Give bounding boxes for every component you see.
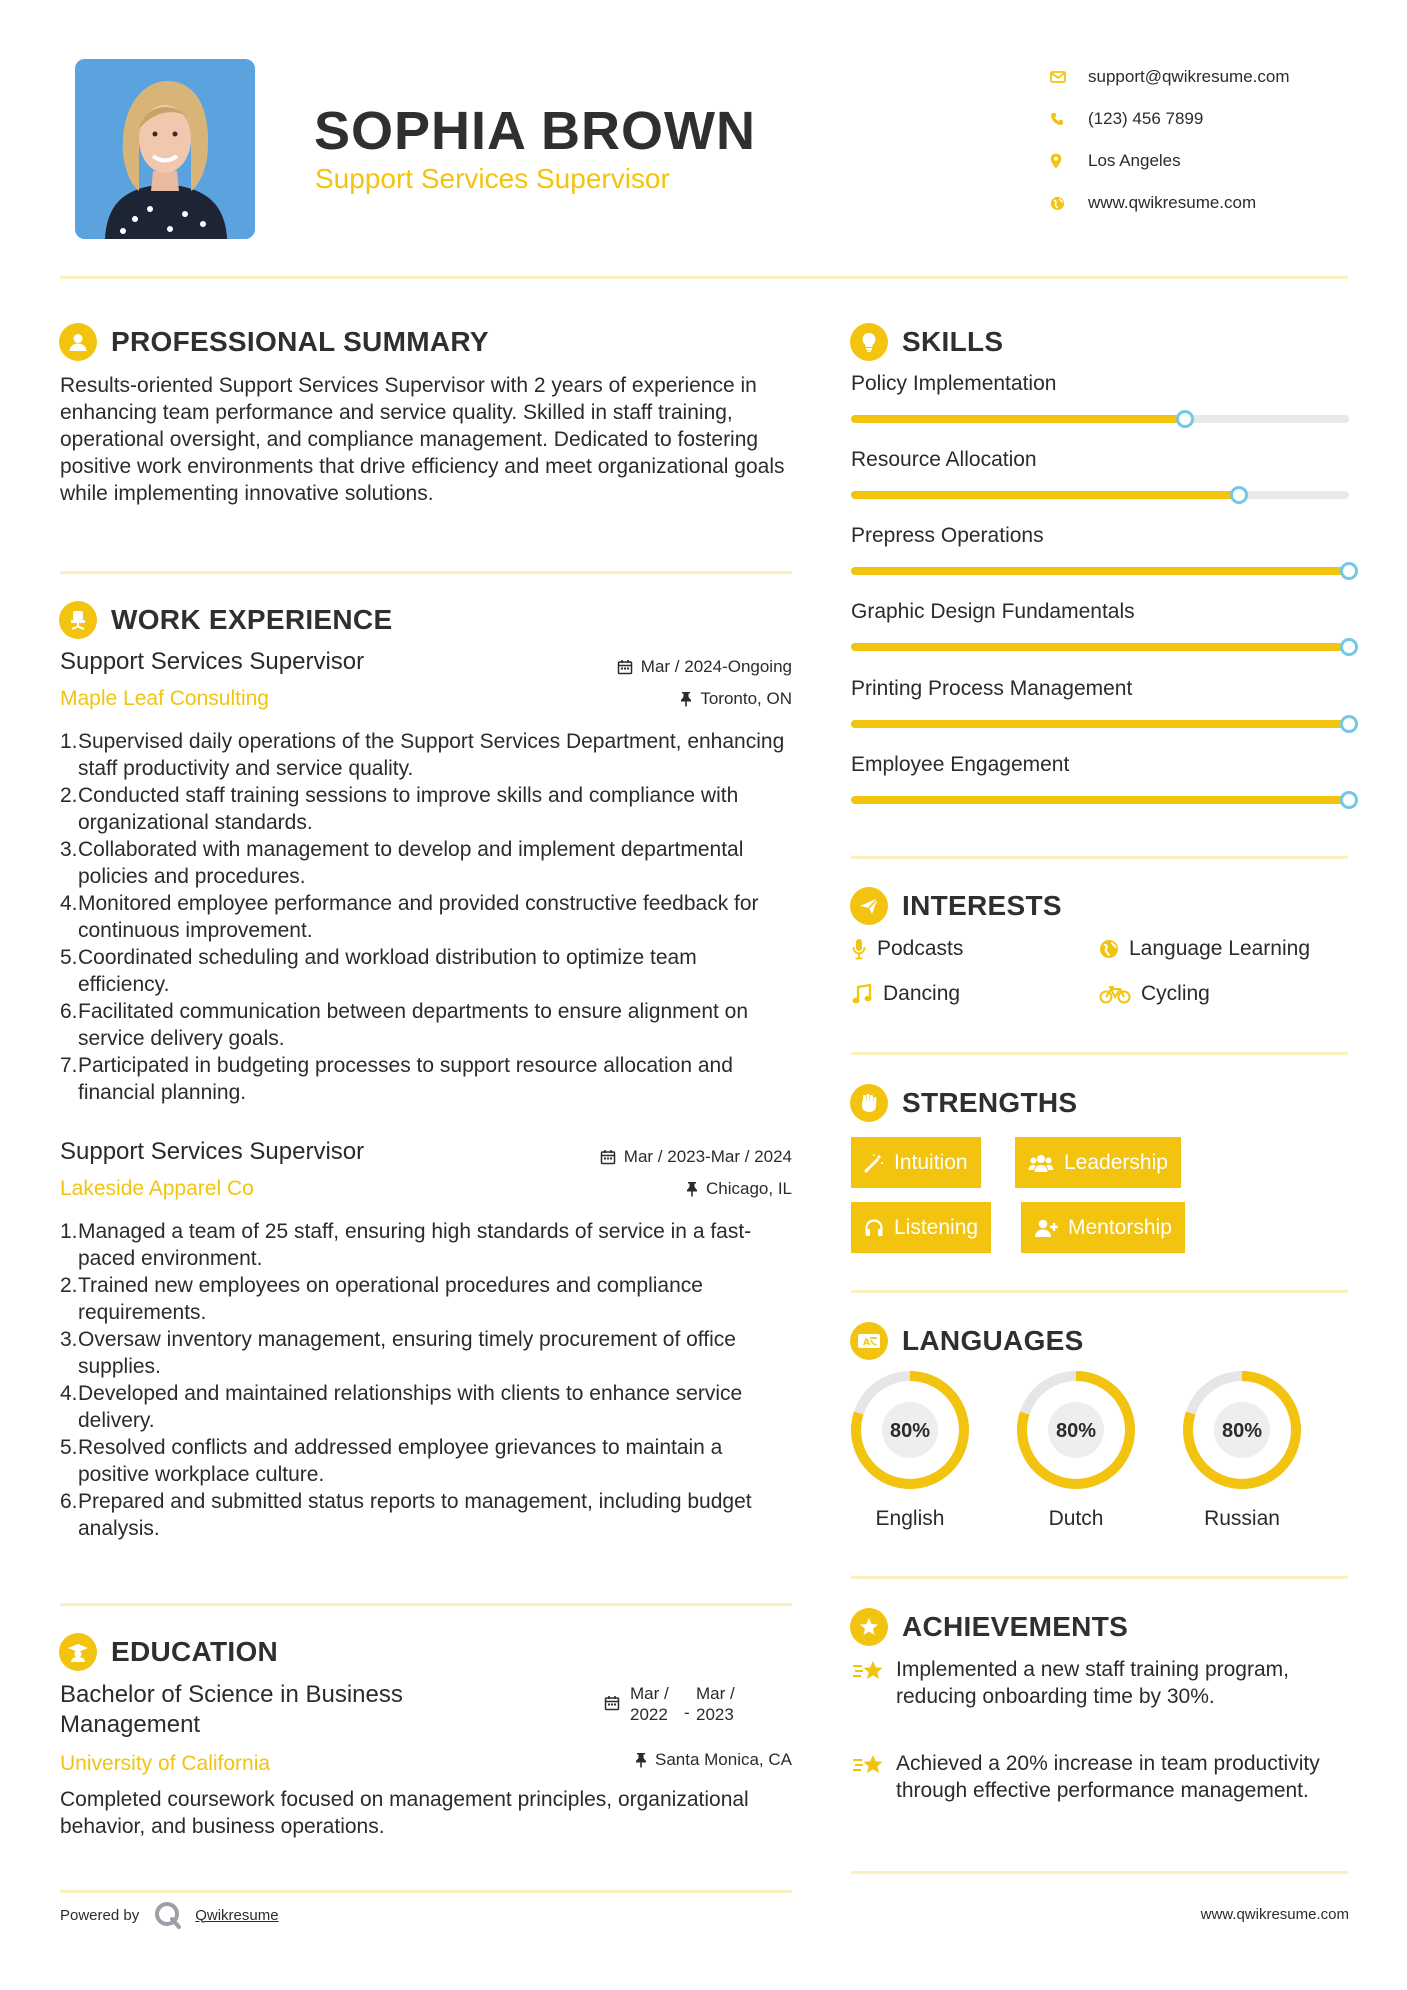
education-divider — [60, 1890, 792, 1893]
duty-item: 1. Managed a team of 25 staff, ensuring high standards of service in a fast-paced environment. — [60, 1220, 752, 1270]
education-dates: Mar / 2022 - Mar / 2023 — [604, 1683, 735, 1725]
job-dates-text: Mar / 2024-Ongoing — [640, 657, 792, 676]
email-link[interactable]: support@qwikresume.com — [1088, 67, 1290, 86]
skill-bar — [851, 643, 1349, 651]
duty-item: 2. Conducted staff training sessions to improve skills and compliance with organizational standards. — [60, 784, 739, 834]
duty-item: 7. Participated in budgeting processes to support resource allocation and financial planning. — [60, 1054, 733, 1104]
language-label: Dutch — [1048, 1507, 1104, 1530]
skill-knob — [1340, 638, 1358, 656]
duty-item: 4. Developed and maintained relationships with clients to enhance service delivery. — [60, 1382, 743, 1432]
powered-by — [60, 1900, 279, 1930]
contact-website — [1050, 182, 1290, 224]
achievement-item — [851, 1656, 1351, 1710]
strength-label: Leadership — [1064, 1150, 1168, 1174]
contact-phone — [1050, 98, 1290, 140]
shooting-star-icon — [851, 1752, 887, 1778]
job-dates — [617, 657, 792, 677]
pushpin-icon — [680, 691, 692, 707]
pushpin-icon — [686, 1181, 698, 1197]
education-start-date: Mar / 2022 — [630, 1684, 669, 1724]
achievements-divider — [851, 1871, 1348, 1874]
job-location-text: Toronto, ON — [700, 689, 792, 708]
duty-item: 6. Prepared and submitted status reports to management, including budget analysis. — [60, 1490, 752, 1540]
interest-item — [1099, 982, 1210, 1006]
globe-icon — [1050, 196, 1088, 211]
raised-fist-icon — [850, 1084, 888, 1122]
education-title: EDUCATION — [111, 1636, 279, 1667]
job-dates — [600, 1147, 792, 1167]
education-description: Completed coursework focused on management principles, organizational behavior, and business operations. — [60, 1788, 749, 1838]
degree-title: Bachelor of Science in Business Management — [60, 1681, 403, 1738]
group-icon — [1028, 1153, 1054, 1173]
skill-item — [851, 372, 1351, 396]
skills-divider — [851, 856, 1348, 859]
strengths-heading — [850, 1084, 1077, 1122]
footer-website[interactable]: www.qwikresume.com — [1200, 1906, 1349, 1923]
contact-location — [1050, 140, 1290, 182]
languages-heading — [850, 1322, 1084, 1360]
contact-email — [1050, 56, 1290, 98]
graduate-icon — [59, 1633, 97, 1671]
skill-bar — [851, 491, 1349, 499]
job-duties — [60, 728, 792, 1106]
skills-heading — [850, 323, 1003, 361]
office-chair-icon — [59, 601, 97, 639]
duty-item: 3. Oversaw inventory management, ensuring timely procurement of office supplies. — [60, 1328, 736, 1378]
profile-photo — [75, 59, 255, 239]
skill-knob — [1340, 715, 1358, 733]
user-icon — [59, 323, 97, 361]
website-link[interactable]: www.qwikresume.com — [1088, 193, 1257, 212]
work-divider — [60, 1603, 792, 1606]
strength-tag — [851, 1137, 981, 1188]
interest-label: Podcasts — [877, 937, 964, 960]
profile-photo-illustration — [75, 59, 255, 239]
interest-item — [851, 937, 963, 961]
header-divider — [60, 276, 1348, 279]
skill-label: Graphic Design Fundamentals — [851, 600, 1135, 623]
skill-bar — [851, 415, 1349, 423]
skill-label: Resource Allocation — [851, 448, 1037, 471]
skill-item — [851, 524, 1351, 548]
strength-tag — [851, 1202, 991, 1253]
achievement-text: Implemented a new staff training program, reducing onboarding time by 30%. — [896, 1658, 1289, 1708]
job-title: Support Services Supervisor — [60, 648, 365, 675]
job-location — [686, 1179, 792, 1199]
language-ring — [1016, 1370, 1136, 1490]
languages-title: LANGUAGES — [902, 1325, 1084, 1356]
skill-label: Prepress Operations — [851, 524, 1044, 547]
achievements-title: ACHIEVEMENTS — [902, 1611, 1129, 1642]
language-ring — [1182, 1370, 1302, 1490]
strength-tag — [1021, 1202, 1185, 1253]
language-label: Russian — [1204, 1507, 1280, 1530]
skill-item — [851, 448, 1351, 472]
magic-wand-icon — [864, 1153, 884, 1173]
strength-label: Intuition — [894, 1150, 968, 1174]
languages-divider — [851, 1576, 1348, 1579]
candidate-title: Support Services Supervisor — [315, 163, 670, 194]
qwikresume-link[interactable]: Qwikresume — [195, 1906, 279, 1924]
achievement-item — [851, 1750, 1351, 1804]
strengths-title: STRENGTHS — [902, 1087, 1078, 1118]
skills-title: SKILLS — [902, 326, 1004, 357]
interest-item — [1099, 937, 1310, 961]
language-label: English — [875, 1507, 945, 1530]
svg-text:A: A — [863, 1338, 870, 1348]
interests-divider — [851, 1052, 1348, 1055]
contact-block — [1050, 56, 1290, 224]
skill-knob — [1230, 486, 1248, 504]
job-entry — [60, 648, 792, 1106]
skill-label: Policy Implementation — [851, 372, 1057, 395]
language-item — [1182, 1370, 1302, 1531]
achievements-heading — [850, 1608, 1128, 1646]
skill-knob — [1340, 562, 1358, 580]
duty-item: 6. Facilitated communication between departments to ensure alignment on service delivery goals. — [60, 1000, 749, 1050]
interests-heading — [850, 887, 1062, 925]
skill-item — [851, 677, 1351, 701]
language-ring — [850, 1370, 970, 1490]
calendar-icon — [604, 1695, 620, 1711]
language-percent: 80% — [1055, 1420, 1097, 1442]
location-text: Los Angeles — [1088, 151, 1181, 170]
work-title: WORK EXPERIENCE — [111, 604, 393, 635]
skill-bar — [851, 796, 1349, 804]
map-pin-icon — [1050, 153, 1088, 169]
calendar-icon — [617, 659, 633, 675]
microphone-icon — [851, 938, 867, 960]
education-end-date: Mar / 2023 — [696, 1684, 735, 1724]
strengths-divider — [851, 1290, 1348, 1293]
language-item — [1016, 1370, 1136, 1531]
job-dates-text: Mar / 2023-Mar / 2024 — [623, 1147, 792, 1166]
skill-bar — [851, 567, 1349, 575]
language-percent: 80% — [889, 1420, 931, 1442]
duty-item: 5. Resolved conflicts and addressed employee grievances to maintain a positive workplace culture. — [60, 1436, 723, 1486]
paper-plane-icon — [850, 887, 888, 925]
powered-by-label: Powered by — [60, 1906, 140, 1924]
music-note-icon — [851, 983, 873, 1005]
language-item — [850, 1370, 970, 1531]
envelope-icon — [1050, 71, 1088, 83]
pushpin-icon — [635, 1752, 647, 1768]
education-location-text: Santa Monica, CA — [654, 1750, 792, 1769]
language-card-icon — [850, 1322, 888, 1360]
skill-label: Employee Engagement — [851, 753, 1070, 776]
candidate-name: SOPHIA BROWN — [314, 101, 756, 161]
globe-icon — [1099, 939, 1119, 959]
job-company: Lakeside Apparel Co — [60, 1177, 254, 1200]
achievement-text: Achieved a 20% increase in team productivity through effective performance management. — [896, 1752, 1320, 1802]
interest-label: Cycling — [1141, 982, 1210, 1005]
strength-tag — [1015, 1137, 1181, 1188]
education-heading — [59, 1633, 278, 1671]
job-location-text: Chicago, IL — [706, 1179, 792, 1198]
star-badge-icon — [850, 1608, 888, 1646]
job-entry — [60, 1138, 792, 1542]
duty-item: 1. Supervised daily operations of the Support Services Department, enhancing staff productivity and service quality. — [60, 730, 785, 780]
school-name: University of California — [60, 1752, 271, 1775]
interest-item — [851, 982, 960, 1006]
phone-text: (123) 456 7899 — [1088, 109, 1204, 128]
duty-item: 5. Coordinated scheduling and workload distribution to optimize team efficiency. — [60, 946, 697, 996]
summary-title: PROFESSIONAL SUMMARY — [111, 326, 489, 357]
interest-label: Language Learning — [1129, 937, 1311, 960]
skill-bar — [851, 720, 1349, 728]
job-location — [680, 689, 792, 709]
shooting-star-icon — [851, 1658, 887, 1684]
skill-item — [851, 600, 1351, 624]
job-company: Maple Leaf Consulting — [60, 687, 269, 710]
language-percent: 80% — [1221, 1420, 1263, 1442]
interests-title: INTERESTS — [902, 890, 1062, 921]
skill-item — [851, 753, 1351, 777]
phone-icon — [1050, 112, 1088, 126]
skill-knob — [1340, 791, 1358, 809]
skill-label: Printing Process Management — [851, 677, 1133, 700]
work-heading — [59, 601, 392, 639]
job-title: Support Services Supervisor — [60, 1138, 365, 1165]
summary-heading — [59, 323, 489, 361]
lightbulb-icon — [850, 323, 888, 361]
duty-item: 4. Monitored employee performance and provided constructive feedback for continuous improvement. — [60, 892, 759, 942]
summary-divider — [60, 571, 792, 574]
interest-label: Dancing — [883, 982, 961, 1005]
qwikresume-logo-icon — [153, 1900, 183, 1930]
user-plus-icon — [1034, 1218, 1058, 1238]
strength-label: Listening — [894, 1215, 979, 1239]
duty-item: 2. Trained new employees on operational procedures and compliance requirements. — [60, 1274, 703, 1324]
strength-label: Mentorship — [1068, 1215, 1172, 1239]
calendar-icon — [600, 1149, 616, 1165]
duty-item: 3. Collaborated with management to develop and implement departmental policies and procedures. — [60, 838, 744, 888]
headphones-icon — [864, 1218, 884, 1238]
bicycle-icon — [1099, 984, 1131, 1004]
education-location — [635, 1750, 792, 1770]
job-duties — [60, 1218, 792, 1542]
skill-knob — [1176, 410, 1194, 428]
summary-text: Results-oriented Support Services Supervisor with 2 years of experience in enhancing team performance and service quality. Skilled in staff training, operational oversight, and compliance management. Dedicated to fostering positive work environments that drive efficiency and meet organizational goals while implementing innovative solutions. — [60, 374, 785, 505]
